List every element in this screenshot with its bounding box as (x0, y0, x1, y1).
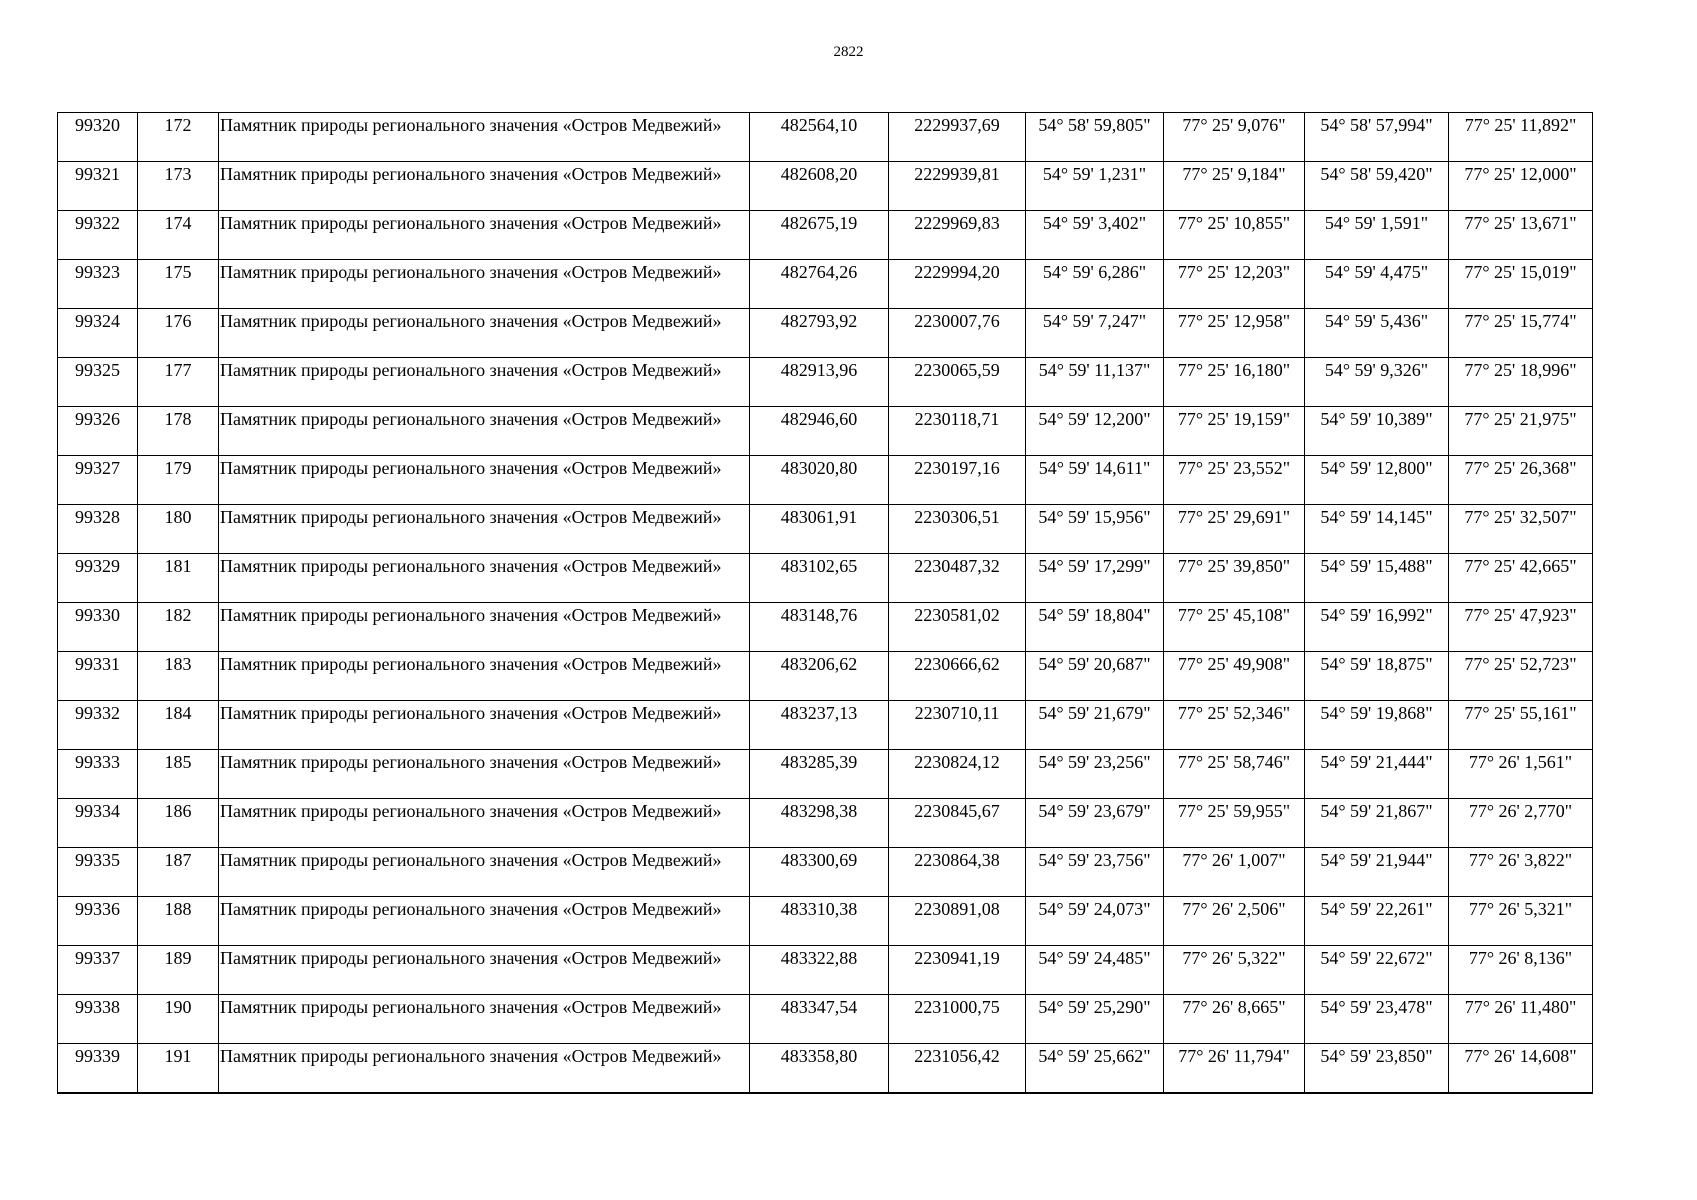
cell-y-coordinate: 2230581,02 (889, 603, 1026, 652)
cell-latitude-2: 54° 58' 59,420" (1305, 162, 1449, 211)
cell-longitude-2: 77° 25' 13,671" (1449, 211, 1593, 260)
cell-object-id: 99332 (58, 701, 138, 750)
cell-longitude-1: 77° 25' 52,346" (1164, 701, 1305, 750)
cell-x-coordinate: 482764,26 (750, 260, 889, 309)
table-row (58, 701, 1593, 750)
cell-longitude-1: 77° 25' 23,552" (1164, 456, 1305, 505)
cell-latitude-2: 54° 59' 4,475" (1305, 260, 1449, 309)
cell-latitude-2: 54° 59' 16,992" (1305, 603, 1449, 652)
cell-longitude-2: 77° 25' 32,507" (1449, 505, 1593, 554)
cell-latitude-2: 54° 59' 18,875" (1305, 652, 1449, 701)
cell-point-number: 187 (138, 848, 219, 897)
cell-longitude-2: 77° 26' 8,136" (1449, 946, 1593, 995)
cell-y-coordinate: 2230941,19 (889, 946, 1026, 995)
cell-latitude-1: 54° 59' 14,611" (1026, 456, 1164, 505)
cell-latitude-1: 54° 59' 25,290" (1026, 995, 1164, 1044)
cell-y-coordinate: 2230306,51 (889, 505, 1026, 554)
cell-longitude-2: 77° 25' 47,923" (1449, 603, 1593, 652)
cell-point-number: 174 (138, 211, 219, 260)
cell-object-name: Памятник природы регионального значения «Остров Медвежий» (219, 1044, 750, 1093)
cell-y-coordinate: 2230118,71 (889, 407, 1026, 456)
table-row (58, 407, 1593, 456)
table-row (58, 505, 1593, 554)
cell-latitude-1: 54° 59' 24,485" (1026, 946, 1164, 995)
cell-longitude-2: 77° 25' 42,665" (1449, 554, 1593, 603)
cell-point-number: 175 (138, 260, 219, 309)
cell-longitude-1: 77° 25' 58,746" (1164, 750, 1305, 799)
cell-x-coordinate: 483206,62 (750, 652, 889, 701)
cell-longitude-1: 77° 26' 1,007" (1164, 848, 1305, 897)
cell-longitude-2: 77° 25' 12,000" (1449, 162, 1593, 211)
cell-object-name: Памятник природы регионального значения «Остров Медвежий» (219, 897, 750, 946)
cell-x-coordinate: 483347,54 (750, 995, 889, 1044)
cell-object-id: 99322 (58, 211, 138, 260)
cell-latitude-2: 54° 58' 57,994" (1305, 113, 1449, 162)
cell-object-id: 99335 (58, 848, 138, 897)
cell-point-number: 177 (138, 358, 219, 407)
cell-y-coordinate: 2229969,83 (889, 211, 1026, 260)
cell-longitude-1: 77° 25' 59,955" (1164, 799, 1305, 848)
cell-longitude-1: 77° 25' 12,203" (1164, 260, 1305, 309)
cell-x-coordinate: 483310,38 (750, 897, 889, 946)
cell-longitude-1: 77° 26' 5,322" (1164, 946, 1305, 995)
table-row (58, 799, 1593, 848)
cell-latitude-1: 54° 59' 11,137" (1026, 358, 1164, 407)
cell-object-name: Памятник природы регионального значения «Остров Медвежий» (219, 799, 750, 848)
cell-latitude-2: 54° 59' 21,444" (1305, 750, 1449, 799)
cell-x-coordinate: 482913,96 (750, 358, 889, 407)
cell-longitude-2: 77° 25' 21,975" (1449, 407, 1593, 456)
cell-point-number: 191 (138, 1044, 219, 1093)
cell-latitude-2: 54° 59' 10,389" (1305, 407, 1449, 456)
cell-latitude-1: 54° 59' 24,073" (1026, 897, 1164, 946)
cell-x-coordinate: 483148,76 (750, 603, 889, 652)
cell-latitude-1: 54° 59' 12,200" (1026, 407, 1164, 456)
cell-object-id: 99326 (58, 407, 138, 456)
cell-latitude-1: 54° 59' 1,231" (1026, 162, 1164, 211)
cell-longitude-1: 77° 25' 19,159" (1164, 407, 1305, 456)
cell-point-number: 190 (138, 995, 219, 1044)
cell-y-coordinate: 2229937,69 (889, 113, 1026, 162)
cell-latitude-1: 54° 59' 7,247" (1026, 309, 1164, 358)
cell-latitude-2: 54° 59' 23,850" (1305, 1044, 1449, 1093)
cell-longitude-1: 77° 25' 39,850" (1164, 554, 1305, 603)
table-row (58, 995, 1593, 1044)
cell-x-coordinate: 482608,20 (750, 162, 889, 211)
cell-x-coordinate: 483061,91 (750, 505, 889, 554)
cell-latitude-1: 54° 59' 3,402" (1026, 211, 1164, 260)
cell-latitude-2: 54° 59' 22,672" (1305, 946, 1449, 995)
cell-longitude-2: 77° 26' 11,480" (1449, 995, 1593, 1044)
cell-object-name: Памятник природы регионального значения «Остров Медвежий» (219, 750, 750, 799)
cell-object-name: Памятник природы регионального значения «Остров Медвежий» (219, 407, 750, 456)
cell-y-coordinate: 2230007,76 (889, 309, 1026, 358)
cell-longitude-1: 77° 25' 10,855" (1164, 211, 1305, 260)
table-row (58, 603, 1593, 652)
cell-point-number: 179 (138, 456, 219, 505)
cell-latitude-1: 54° 59' 23,756" (1026, 848, 1164, 897)
cell-latitude-1: 54° 59' 17,299" (1026, 554, 1164, 603)
cell-x-coordinate: 483285,39 (750, 750, 889, 799)
cell-longitude-2: 77° 25' 15,019" (1449, 260, 1593, 309)
cell-y-coordinate: 2231000,75 (889, 995, 1026, 1044)
cell-longitude-2: 77° 25' 55,161" (1449, 701, 1593, 750)
cell-x-coordinate: 483237,13 (750, 701, 889, 750)
cell-object-id: 99339 (58, 1044, 138, 1093)
cell-longitude-2: 77° 25' 15,774" (1449, 309, 1593, 358)
cell-latitude-2: 54° 59' 15,488" (1305, 554, 1449, 603)
cell-latitude-2: 54° 59' 23,478" (1305, 995, 1449, 1044)
cell-longitude-1: 77° 25' 9,184" (1164, 162, 1305, 211)
cell-y-coordinate: 2230710,11 (889, 701, 1026, 750)
cell-object-id: 99327 (58, 456, 138, 505)
cell-latitude-2: 54° 59' 21,944" (1305, 848, 1449, 897)
cell-longitude-2: 77° 26' 1,561" (1449, 750, 1593, 799)
cell-object-name: Памятник природы регионального значения «Остров Медвежий» (219, 603, 750, 652)
table-row (58, 162, 1593, 211)
table-row (58, 652, 1593, 701)
cell-latitude-1: 54° 59' 6,286" (1026, 260, 1164, 309)
cell-latitude-2: 54° 59' 12,800" (1305, 456, 1449, 505)
cell-latitude-1: 54° 59' 23,679" (1026, 799, 1164, 848)
cell-y-coordinate: 2230891,08 (889, 897, 1026, 946)
cell-object-name: Памятник природы регионального значения «Остров Медвежий» (219, 652, 750, 701)
cell-longitude-2: 77° 26' 14,608" (1449, 1044, 1593, 1093)
table-row (58, 1044, 1593, 1093)
cell-x-coordinate: 483358,80 (750, 1044, 889, 1093)
cell-longitude-1: 77° 26' 8,665" (1164, 995, 1305, 1044)
cell-latitude-2: 54° 59' 19,868" (1305, 701, 1449, 750)
cell-latitude-1: 54° 59' 25,662" (1026, 1044, 1164, 1093)
cell-latitude-2: 54° 59' 22,261" (1305, 897, 1449, 946)
cell-latitude-2: 54° 59' 14,145" (1305, 505, 1449, 554)
cell-latitude-1: 54° 59' 20,687" (1026, 652, 1164, 701)
cell-y-coordinate: 2230197,16 (889, 456, 1026, 505)
cell-latitude-1: 54° 58' 59,805" (1026, 113, 1164, 162)
cell-object-id: 99336 (58, 897, 138, 946)
cell-object-name: Памятник природы регионального значения «Остров Медвежий» (219, 946, 750, 995)
cell-object-id: 99337 (58, 946, 138, 995)
cell-y-coordinate: 2230487,32 (889, 554, 1026, 603)
cell-latitude-1: 54° 59' 21,679" (1026, 701, 1164, 750)
cell-latitude-2: 54° 59' 21,867" (1305, 799, 1449, 848)
cell-point-number: 183 (138, 652, 219, 701)
coordinates-table (57, 112, 1593, 1094)
cell-longitude-1: 77° 25' 12,958" (1164, 309, 1305, 358)
cell-point-number: 182 (138, 603, 219, 652)
cell-y-coordinate: 2229994,20 (889, 260, 1026, 309)
cell-object-name: Памятник природы регионального значения «Остров Медвежий» (219, 505, 750, 554)
cell-object-name: Памятник природы регионального значения «Остров Медвежий» (219, 848, 750, 897)
cell-longitude-1: 77° 25' 16,180" (1164, 358, 1305, 407)
cell-point-number: 188 (138, 897, 219, 946)
cell-object-id: 99321 (58, 162, 138, 211)
cell-object-id: 99328 (58, 505, 138, 554)
cell-x-coordinate: 483102,65 (750, 554, 889, 603)
cell-longitude-1: 77° 26' 11,794" (1164, 1044, 1305, 1093)
table-row (58, 897, 1593, 946)
cell-y-coordinate: 2230824,12 (889, 750, 1026, 799)
cell-y-coordinate: 2229939,81 (889, 162, 1026, 211)
cell-object-id: 99331 (58, 652, 138, 701)
table-row (58, 554, 1593, 603)
cell-object-name: Памятник природы регионального значения «Остров Медвежий» (219, 113, 750, 162)
cell-x-coordinate: 483322,88 (750, 946, 889, 995)
table-row (58, 750, 1593, 799)
table-row (58, 848, 1593, 897)
cell-latitude-2: 54° 59' 9,326" (1305, 358, 1449, 407)
cell-x-coordinate: 482946,60 (750, 407, 889, 456)
table-row (58, 309, 1593, 358)
cell-object-name: Памятник природы регионального значения «Остров Медвежий» (219, 995, 750, 1044)
cell-point-number: 176 (138, 309, 219, 358)
cell-longitude-2: 77° 25' 18,996" (1449, 358, 1593, 407)
cell-object-id: 99330 (58, 603, 138, 652)
cell-y-coordinate: 2231056,42 (889, 1044, 1026, 1093)
page-number: 2822 (833, 44, 864, 60)
cell-object-name: Памятник природы регионального значения «Остров Медвежий» (219, 358, 750, 407)
cell-object-name: Памятник природы регионального значения «Остров Медвежий» (219, 554, 750, 603)
cell-object-name: Памятник природы регионального значения «Остров Медвежий» (219, 260, 750, 309)
table-row (58, 358, 1593, 407)
cell-longitude-2: 77° 25' 11,892" (1449, 113, 1593, 162)
cell-longitude-2: 77° 25' 52,723" (1449, 652, 1593, 701)
cell-point-number: 184 (138, 701, 219, 750)
cell-object-id: 99329 (58, 554, 138, 603)
cell-point-number: 189 (138, 946, 219, 995)
cell-latitude-1: 54° 59' 15,956" (1026, 505, 1164, 554)
cell-object-id: 99323 (58, 260, 138, 309)
cell-x-coordinate: 482793,92 (750, 309, 889, 358)
cell-object-name: Памятник природы регионального значения «Остров Медвежий» (219, 701, 750, 750)
cell-object-id: 99334 (58, 799, 138, 848)
cell-longitude-1: 77° 25' 45,108" (1164, 603, 1305, 652)
cell-point-number: 180 (138, 505, 219, 554)
cell-object-name: Памятник природы регионального значения «Остров Медвежий» (219, 162, 750, 211)
table-row (58, 456, 1593, 505)
table-row (58, 113, 1593, 162)
cell-longitude-2: 77° 26' 3,822" (1449, 848, 1593, 897)
cell-longitude-2: 77° 26' 5,321" (1449, 897, 1593, 946)
table-row (58, 211, 1593, 260)
cell-object-id: 99333 (58, 750, 138, 799)
cell-latitude-2: 54° 59' 5,436" (1305, 309, 1449, 358)
cell-longitude-2: 77° 25' 26,368" (1449, 456, 1593, 505)
cell-longitude-1: 77° 25' 49,908" (1164, 652, 1305, 701)
cell-y-coordinate: 2230845,67 (889, 799, 1026, 848)
cell-longitude-1: 77° 25' 29,691" (1164, 505, 1305, 554)
cell-longitude-1: 77° 26' 2,506" (1164, 897, 1305, 946)
table-row (58, 260, 1593, 309)
cell-object-name: Памятник природы регионального значения «Остров Медвежий» (219, 309, 750, 358)
cell-longitude-1: 77° 25' 9,076" (1164, 113, 1305, 162)
cell-x-coordinate: 482675,19 (750, 211, 889, 260)
cell-object-name: Памятник природы регионального значения «Остров Медвежий» (219, 456, 750, 505)
cell-latitude-1: 54° 59' 23,256" (1026, 750, 1164, 799)
cell-y-coordinate: 2230065,59 (889, 358, 1026, 407)
cell-latitude-2: 54° 59' 1,591" (1305, 211, 1449, 260)
coordinates-table-body (58, 113, 1593, 1093)
cell-object-id: 99338 (58, 995, 138, 1044)
cell-x-coordinate: 482564,10 (750, 113, 889, 162)
cell-longitude-2: 77° 26' 2,770" (1449, 799, 1593, 848)
cell-point-number: 185 (138, 750, 219, 799)
cell-object-name: Памятник природы регионального значения «Остров Медвежий» (219, 211, 750, 260)
cell-object-id: 99325 (58, 358, 138, 407)
cell-point-number: 186 (138, 799, 219, 848)
cell-point-number: 172 (138, 113, 219, 162)
cell-x-coordinate: 483300,69 (750, 848, 889, 897)
cell-object-id: 99324 (58, 309, 138, 358)
cell-y-coordinate: 2230864,38 (889, 848, 1026, 897)
cell-point-number: 181 (138, 554, 219, 603)
cell-latitude-1: 54° 59' 18,804" (1026, 603, 1164, 652)
cell-x-coordinate: 483298,38 (750, 799, 889, 848)
cell-point-number: 178 (138, 407, 219, 456)
cell-point-number: 173 (138, 162, 219, 211)
cell-object-id: 99320 (58, 113, 138, 162)
cell-y-coordinate: 2230666,62 (889, 652, 1026, 701)
cell-x-coordinate: 483020,80 (750, 456, 889, 505)
table-row (58, 946, 1593, 995)
